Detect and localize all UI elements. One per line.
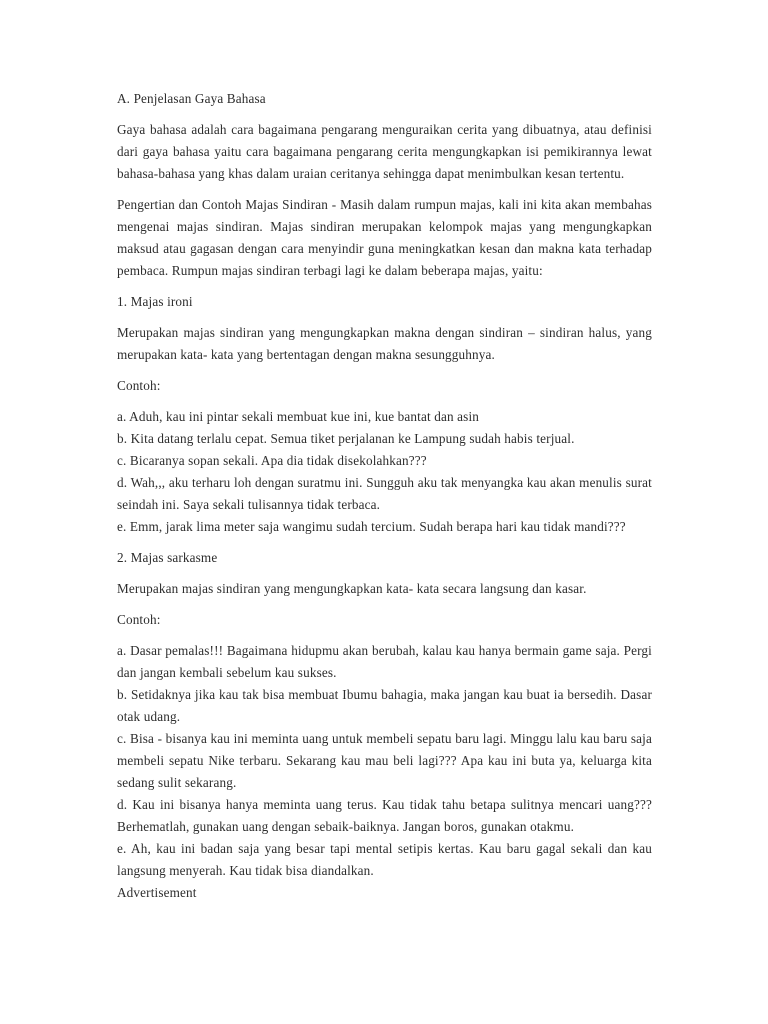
intro-paragraph-1: Gaya bahasa adalah cara bagaimana pengarang menguraikan cerita yang dibuatnya, atau definisi dari gaya bahasa yaitu cara bagaimana pengarang cerita mengungkapkan isi pemikirannya lewat bahasa-bahasa yang khas dalam uraian ceritanya sehingga dapat menimbulkan kesan tertentu. [117, 122, 652, 181]
section-2-example-list [117, 640, 652, 904]
section-2-description: Merupakan majas sindiran yang mengungkapkan kata- kata secara langsung dan kasar. [117, 581, 587, 596]
section-2-title: 2. Majas sarkasme [117, 550, 218, 565]
section-1-title: 1. Majas ironi [117, 294, 193, 309]
example-item: c. Bisa - bisanya kau ini meminta uang untuk membeli sepatu baru lagi. Minggu lalu kau baru saja membeli sepatu Nike terbaru. Sekarang kau mau beli lagi??? Apa kau ini buta ya, keluarga kita sedang sulit sekarang. [117, 731, 652, 790]
example-item: e. Ah, kau ini badan saja yang besar tapi mental setipis kertas. Kau baru gagal sekali dan kau langsung menyerah. Kau tidak bisa diandalkan. [117, 841, 652, 878]
example-item: d. Kau ini bisanya hanya meminta uang terus. Kau tidak tahu betapa sulitnya mencari uang??? Berhematlah, gunakan uang dengan sebaik-baiknya. Jangan boros, gunakan otakmu. [117, 797, 652, 834]
section-2-contoh-label: Contoh: [117, 612, 161, 627]
document-heading: A. Penjelasan Gaya Bahasa [117, 91, 266, 106]
advertisement-label: Advertisement [117, 885, 197, 900]
section-1-contoh-label: Contoh: [117, 378, 161, 393]
example-item: a. Aduh, kau ini pintar sekali membuat kue ini, kue bantat dan asin [117, 409, 479, 424]
section-1-description: Merupakan majas sindiran yang mengungkapkan makna dengan sindiran – sindiran halus, yang merupakan kata- kata yang bertentagan dengan makna sesungguhnya. [117, 325, 652, 362]
example-item: b. Kita datang terlalu cepat. Semua tiket perjalanan ke Lampung sudah habis terjual. [117, 431, 575, 446]
section-1-example-list [117, 406, 652, 538]
example-item: a. Dasar pemalas!!! Bagaimana hidupmu akan berubah, kalau kau hanya bermain game saja. Pergi dan jangan kembali sebelum kau sukses. [117, 643, 652, 680]
example-item: b. Setidaknya jika kau tak bisa membuat Ibumu bahagia, maka jangan kau buat ia bersedih. Dasar otak udang. [117, 687, 652, 724]
intro-paragraph-2: Pengertian dan Contoh Majas Sindiran - Masih dalam rumpun majas, kali ini kita akan membahas mengenai majas sindiran. Majas sindiran merupakan kelompok majas yang mengungkapkan maksud atau gagasan dengan cara menyindir guna meningkatkan kesan dan makna kata terhadap pembaca. Rumpun majas sindiran terbagi lagi ke dalam beberapa majas, yaitu: [117, 197, 652, 278]
example-item: c. Bicaranya sopan sekali. Apa dia tidak disekolahkan??? [117, 453, 427, 468]
example-item: d. Wah,,, aku terharu loh dengan suratmu ini. Sungguh aku tak menyangka kau akan menulis surat seindah ini. Saya sekali tulisannya tidak terbaca. [117, 475, 652, 512]
example-item: e. Emm, jarak lima meter saja wangimu sudah tercium. Sudah berapa hari kau tidak mandi??? [117, 519, 626, 534]
